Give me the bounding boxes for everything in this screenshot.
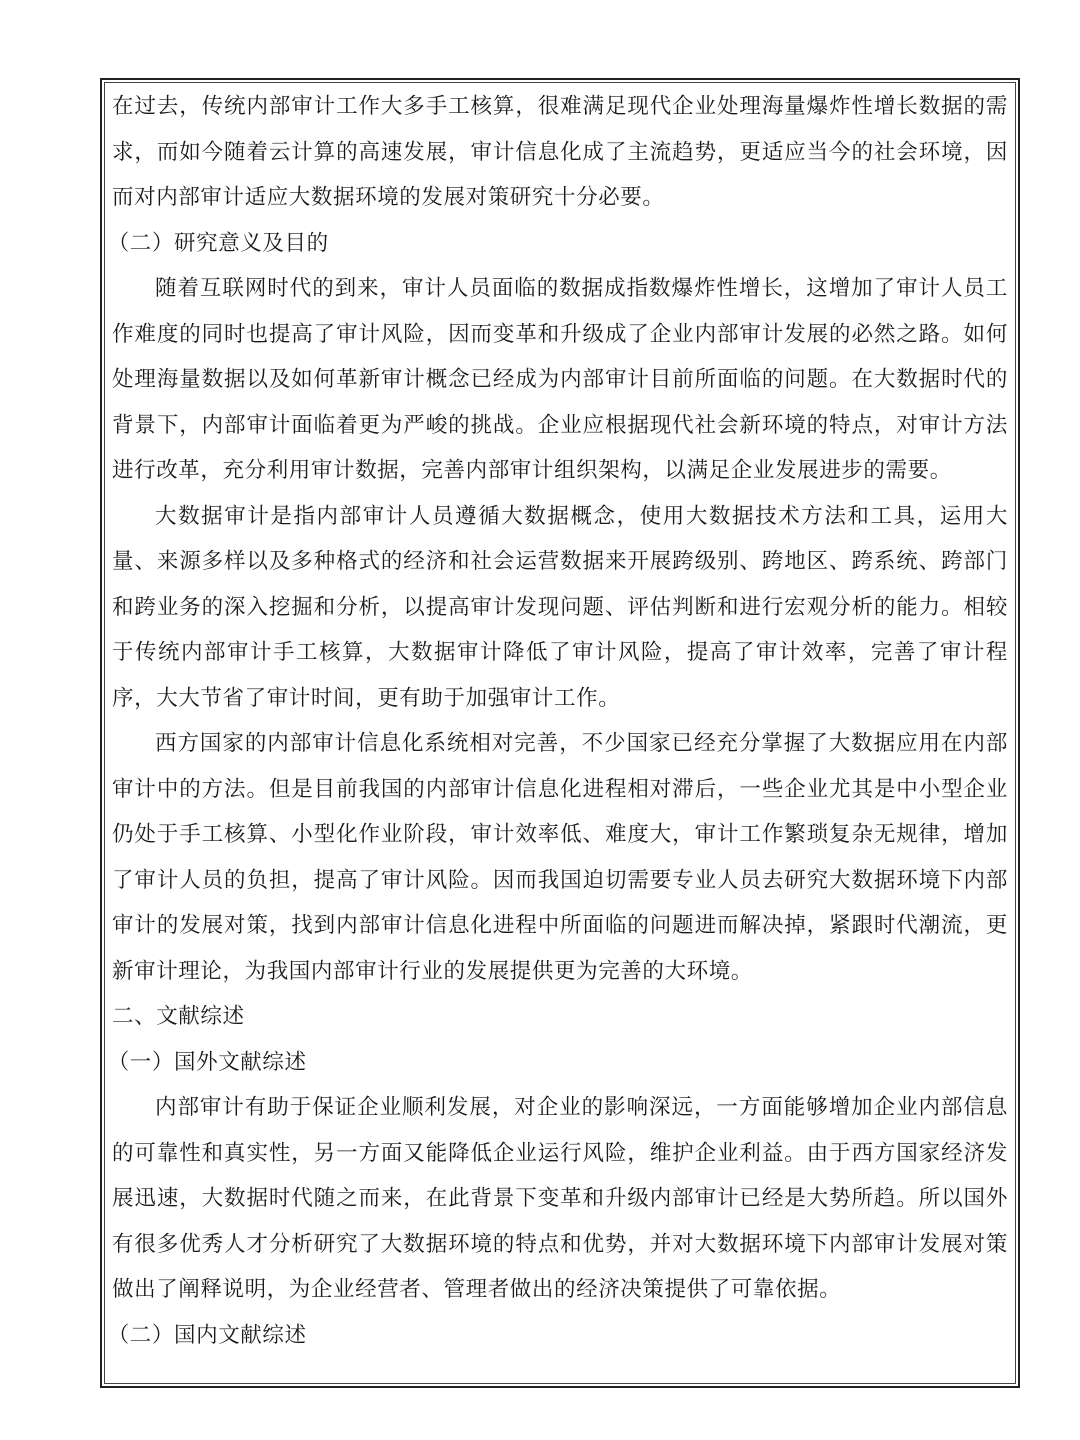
paragraph-research-significance-1: 随着互联网时代的到来，审计人员面临的数据成指数爆炸性增长，这增加了审计人员工作难度的同时也提高了审计风险，因而变革和升级成了企业内部审计发展的必然之路。如何处理海量数据以及如何革新审计概念已经成为内部审计目前所面临的问题。在大数据时代的背景下，内部审计面临着更为严峻的挑战。企业应根据现代社会新环境的特点，对审计方法进行改革，充分利用审计数据，完善内部审计组织架构，以满足企业发展进步的需要。 xyxy=(112,276,1008,483)
paragraph-foreign-literature: 内部审计有助于保证企业顺利发展，对企业的影响深远，一方面能够增加企业内部信息的可靠性和真实性，另一方面又能降低企业运行风险，维护企业利益。由于西方国家经济发展迅速，大数据时代随之而来，在此背景下变革和升级内部审计已经是大势所趋。所以国外有很多优秀人才分析研究了大数据环境的特点和优势，并对大数据环境下内部审计发展对策做出了阐释说明，为企业经营者、管理者做出的经济决策提供了可靠依据。 xyxy=(112,1095,1008,1302)
paragraph-western-vs-domestic: 西方国家的内部审计信息化系统相对完善，不少国家已经充分掌握了大数据应用在内部审计中的方法。但是目前我国的内部审计信息化进程相对滞后，一些企业尤其是中小型企业仍处于手工核算、小型化作业阶段，审计效率低、难度大，审计工作繁琐复杂无规律，增加了审计人员的负担，提高了审计风险。因而我国迫切需要专业人员去研究大数据环境下内部审计的发展对策，找到内部审计信息化进程中所面临的问题进而解决掉，紧跟时代潮流，更新审计理论，为我国内部审计行业的发展提供更为完善的大环境。 xyxy=(112,731,1008,984)
subheading-domestic-literature: （二）国内文献综述 xyxy=(107,1322,307,1348)
subheading-research-significance: （二）研究意义及目的 xyxy=(107,230,329,256)
document-body xyxy=(107,84,1008,1358)
paragraph-background-continued: 在过去，传统内部审计工作大多手工核算，很难满足现代企业处理海量爆炸性增长数据的需求，而如今随着云计算的高速发展，审计信息化成了主流趋势，更适应当今的社会环境，因而对内部审计适应大数据环境的发展对策研究十分必要。 xyxy=(112,94,1008,210)
subheading-foreign-literature: （一）国外文献综述 xyxy=(107,1049,307,1075)
paragraph-big-data-audit-definition: 大数据审计是指内部审计人员遵循大数据概念，使用大数据技术方法和工具，运用大量、来源多样以及多种格式的经济和社会运营数据来开展跨级别、跨地区、跨系统、跨部门和跨业务的深入挖掘和分析，以提高审计发现问题、评估判断和进行宏观分析的能力。相较于传统内部审计手工核算，大数据审计降低了审计风险，提高了审计效率，完善了审计程序，大大节省了审计时间，更有助于加强审计工作。 xyxy=(112,503,1008,711)
section-heading-literature-review: 二、文献综述 xyxy=(112,1004,245,1029)
